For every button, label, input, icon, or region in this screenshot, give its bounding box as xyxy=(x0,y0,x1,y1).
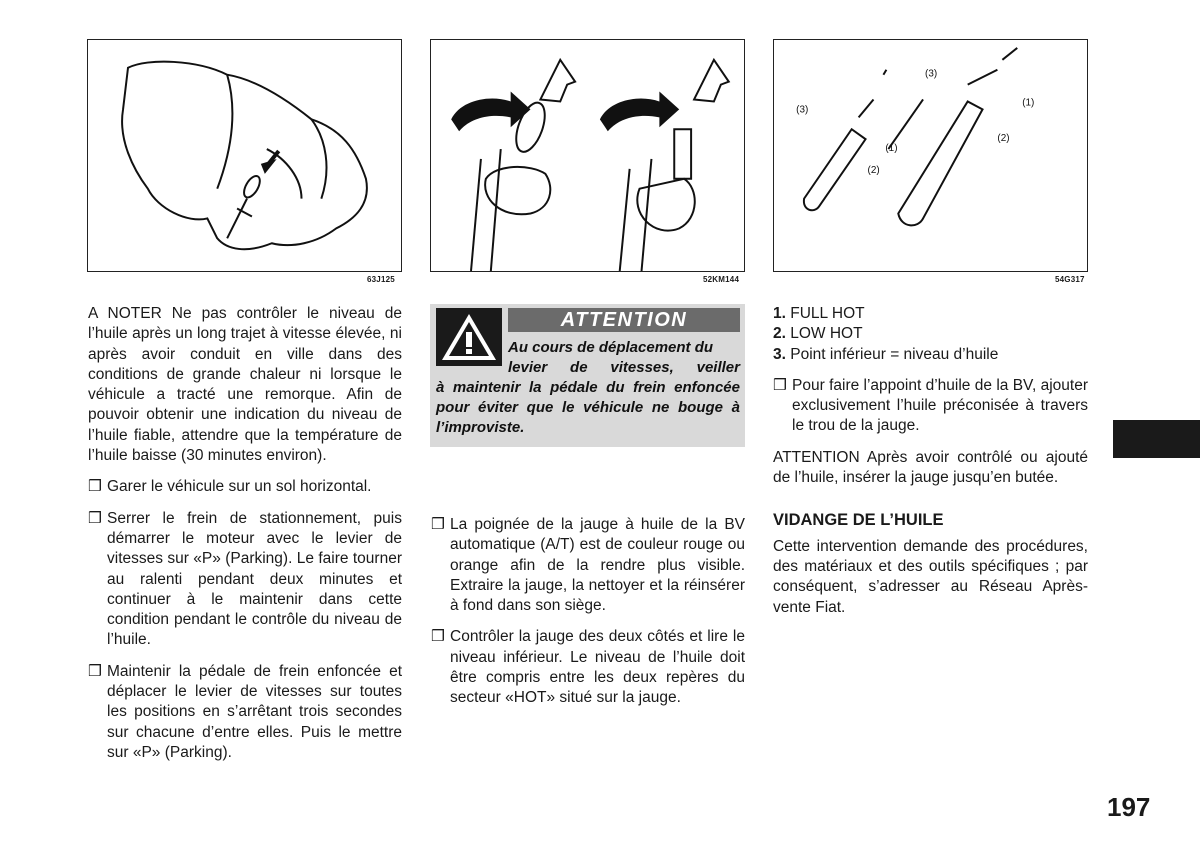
transmission-illustration xyxy=(88,40,401,271)
dipstick-removal-illustration xyxy=(431,40,744,271)
checkbox-bullet-icon: ❒ xyxy=(431,628,445,646)
checkbox-bullet-icon: ❒ xyxy=(431,516,445,533)
figure-code: 63J125 xyxy=(367,275,395,284)
checkbox-bullet-icon: ❒ xyxy=(88,509,102,527)
dipstick-levels-illustration xyxy=(774,40,1087,271)
figure-dipstick-removal xyxy=(430,39,745,272)
section-tab xyxy=(1113,420,1200,458)
note-paragraph: A NOTER Ne pas contrôler le niveau de l’huile après un long trajet à vitesse élevée, ni après avoir conduit en ville dans des conditions de grande chaleur ni lorsque le véhicule a tracté une remorque. Afin de pouvoir obtenir une indication du niveau de l’huile fiable, attendre que la température de l’huile baisse (30 minutes environ). xyxy=(88,305,402,465)
checkbox-bullet-icon: ❒ xyxy=(88,478,102,496)
figure-code: 54G317 xyxy=(1055,275,1085,284)
list-item: ❒ Serrer le frein de stationnement, puis démarrer le moteur avec le levier de vitesses sur «P» (Parking). Le faire tourner au ralenti pendant deux minutes et continuer à le maintenir dans cette condition pendant le contrôle du niveau de l’huile. xyxy=(88,509,402,649)
page-number: 197 xyxy=(1107,792,1151,822)
list-item: ❒ Maintenir la pédale de frein enfoncée et déplacer le levier de vitesses sur toutes les positions en s’arrêtant trois secondes sur chacune d’entre elles. Puis le mettre sur «P» (Parking). xyxy=(88,662,402,761)
column-middle xyxy=(431,515,745,709)
svg-text:(3): (3) xyxy=(925,68,938,80)
legend-item: 2. LOW HOT xyxy=(773,325,863,343)
figure-code: 52KM144 xyxy=(703,275,740,284)
list-item: ❒ Contrôler la jauge des deux côtés et lire le niveau inférieur. Le niveau de l’huile doit être compris entre les deux repères du secteur «HOT» situé sur la jauge. xyxy=(431,628,745,707)
list-item: ❒ Pour faire l’appoint d’huile de la BV, ajouter exclusivement l’huile préconisée à travers le trou de la jauge. xyxy=(773,376,1088,435)
warning-body: à maintenir la pédale du frein enfoncée pour éviter que le véhicule ne bouge à l’improviste. xyxy=(436,379,740,436)
column-left xyxy=(88,304,402,763)
list-item: ❒ La poignée de la jauge à huile de la BV automatique (A/T) est de couleur rouge ou orange afin de la rendre plus visible. Extraire la jauge, la nettoyer et la réinsérer à fond dans son siège. xyxy=(431,516,745,615)
svg-text:(1): (1) xyxy=(885,143,898,155)
warning-title: ATTENTION xyxy=(508,308,740,332)
checkbox-bullet-icon: ❒ xyxy=(88,662,102,680)
list-item: ❒ Garer le véhicule sur un sol horizontal. xyxy=(88,477,402,497)
figure-transmission xyxy=(87,39,402,272)
warning-line-1: Au cours de déplacement du xyxy=(508,339,714,356)
legend-item: 1. FULL HOT xyxy=(773,305,865,322)
section-heading: VIDANGE DE L’HUILE xyxy=(773,511,944,530)
attention-paragraph: ATTENTION Après avoir contrôlé ou ajouté de l’huile, insérer la jauge jusqu’en butée. xyxy=(773,448,1088,487)
svg-text:(1): (1) xyxy=(1022,97,1035,109)
svg-text:(2): (2) xyxy=(867,164,880,176)
legend-item: 3. Point inférieur = niveau d’huile xyxy=(773,345,999,363)
svg-text:(3): (3) xyxy=(796,104,809,116)
warning-triangle-icon xyxy=(436,308,502,366)
warning-line-2: levier de vitesses, veiller xyxy=(508,359,740,376)
vidange-paragraph: Cette intervention demande des procédures, des matériaux et des outils spécifiques ; par conséquent, s’adresser au Réseau Après-vente Fiat. xyxy=(773,537,1088,616)
svg-text:(2): (2) xyxy=(997,133,1010,145)
figure-dipstick-levels xyxy=(773,39,1088,272)
checkbox-bullet-icon: ❒ xyxy=(773,376,787,394)
column-right xyxy=(773,304,1088,618)
